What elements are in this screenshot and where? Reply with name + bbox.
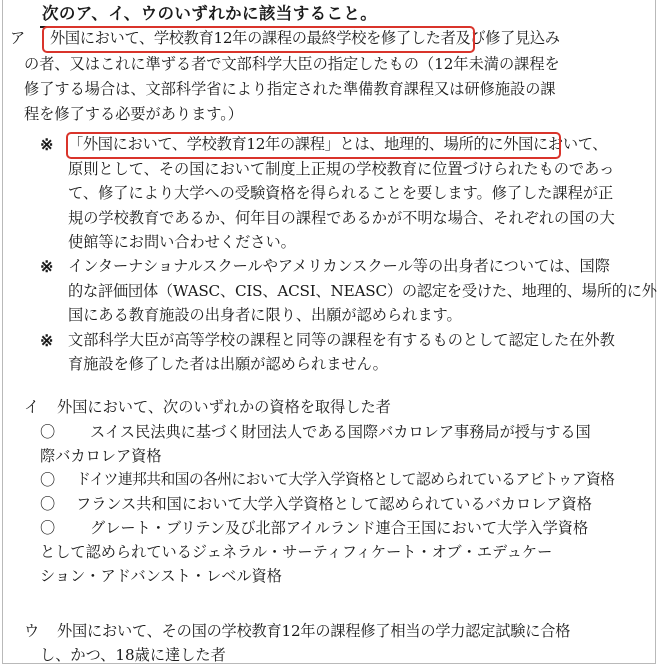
bullet-line: ドイツ連邦共和国の各州において大学入学資格として認められているアビトゥア資格	[76, 471, 615, 488]
bullet-line: ション・アドバンスト・レベル資格	[40, 567, 282, 585]
page-heading: 次のア、イ、ウのいずれかに該当すること。	[42, 4, 378, 23]
highlight-box	[66, 132, 561, 159]
section-a-line: 修了する場合は、文部科学省により指定された準備教育課程又は研修施設の課	[24, 80, 556, 98]
note-line: 使館等にお問い合わせください。	[68, 233, 296, 251]
note-line: て、修了により大学への受験資格を得られることを要します。修了した課程が正	[68, 184, 614, 202]
note-line: 育施設を修了した者は出願が認められません。	[68, 355, 388, 373]
section-a-line: 外国において、学校教育12年の課程の最終学校を修了した者及び修了見込み	[50, 29, 560, 47]
note-line: 的な評価団体（WASC、CIS、ACSI、NEASC）の認定を受けた、地理的、場所的に外	[68, 282, 657, 300]
note-marker: ※	[40, 331, 54, 350]
section-u-line: し、かつ、18歳に達した者	[40, 646, 226, 664]
bullet-marker: 〇	[40, 495, 56, 513]
section-a-line: の者、又はこれに準ずる者で文部科学大臣の指定したもの（12年未満の課程を	[24, 55, 560, 73]
bullet-line: スイス民法典に基づく財団法人である国際バカロレア事務局が授与する国	[90, 423, 591, 441]
bullet-marker: 〇	[40, 519, 56, 537]
note-line: 「外国において、学校教育12年の課程」とは、地理的、場所的に外国において、	[68, 135, 608, 153]
note-line: 文部科学大臣が高等学校の課程と同等の課程を有するものとして認定した在外教	[68, 331, 615, 349]
section-u-line: 外国において、その国の学校教育12年の課程修了相当の学力認定試験に合格	[57, 622, 571, 640]
note-marker: ※	[40, 135, 54, 154]
note-line: インターナショナルスクールやアメリカンスクール等の出身者については、国際	[68, 257, 610, 275]
bullet-line: 際バカロレア資格	[40, 447, 162, 465]
highlight-box	[42, 26, 475, 53]
note-line: 国にある教育施設の出身者に限り、出願が認められます。	[68, 306, 462, 324]
bullet-marker: 〇	[40, 471, 56, 489]
bullet-line: グレート・ブリテン及び北部アイルランド連合王国において大学入学資格	[90, 519, 589, 537]
section-a-marker: ア	[10, 29, 26, 47]
section-i-line: 外国において、次のいずれかの資格を取得した者	[57, 398, 391, 416]
section-u-marker: ウ	[24, 622, 40, 640]
bullet-marker: 〇	[40, 423, 56, 441]
note-line: 規の学校教育であるか、何年目の課程であるかが不明な場合、それぞれの国の大	[68, 209, 615, 227]
note-line: 原則として、その国において制度上正規の学校教育に位置づけられたものであっ	[68, 160, 615, 178]
section-a-line: 程を修了する必要があります。）	[24, 105, 243, 123]
section-i-marker: イ	[24, 398, 40, 416]
bullet-line: として認められているジェネラル・サーティフィケート・オブ・エデュケー	[40, 543, 553, 561]
bullet-line: フランス共和国において大学入学資格として認められているバカロレア資格	[76, 495, 592, 513]
note-marker: ※	[40, 257, 54, 276]
